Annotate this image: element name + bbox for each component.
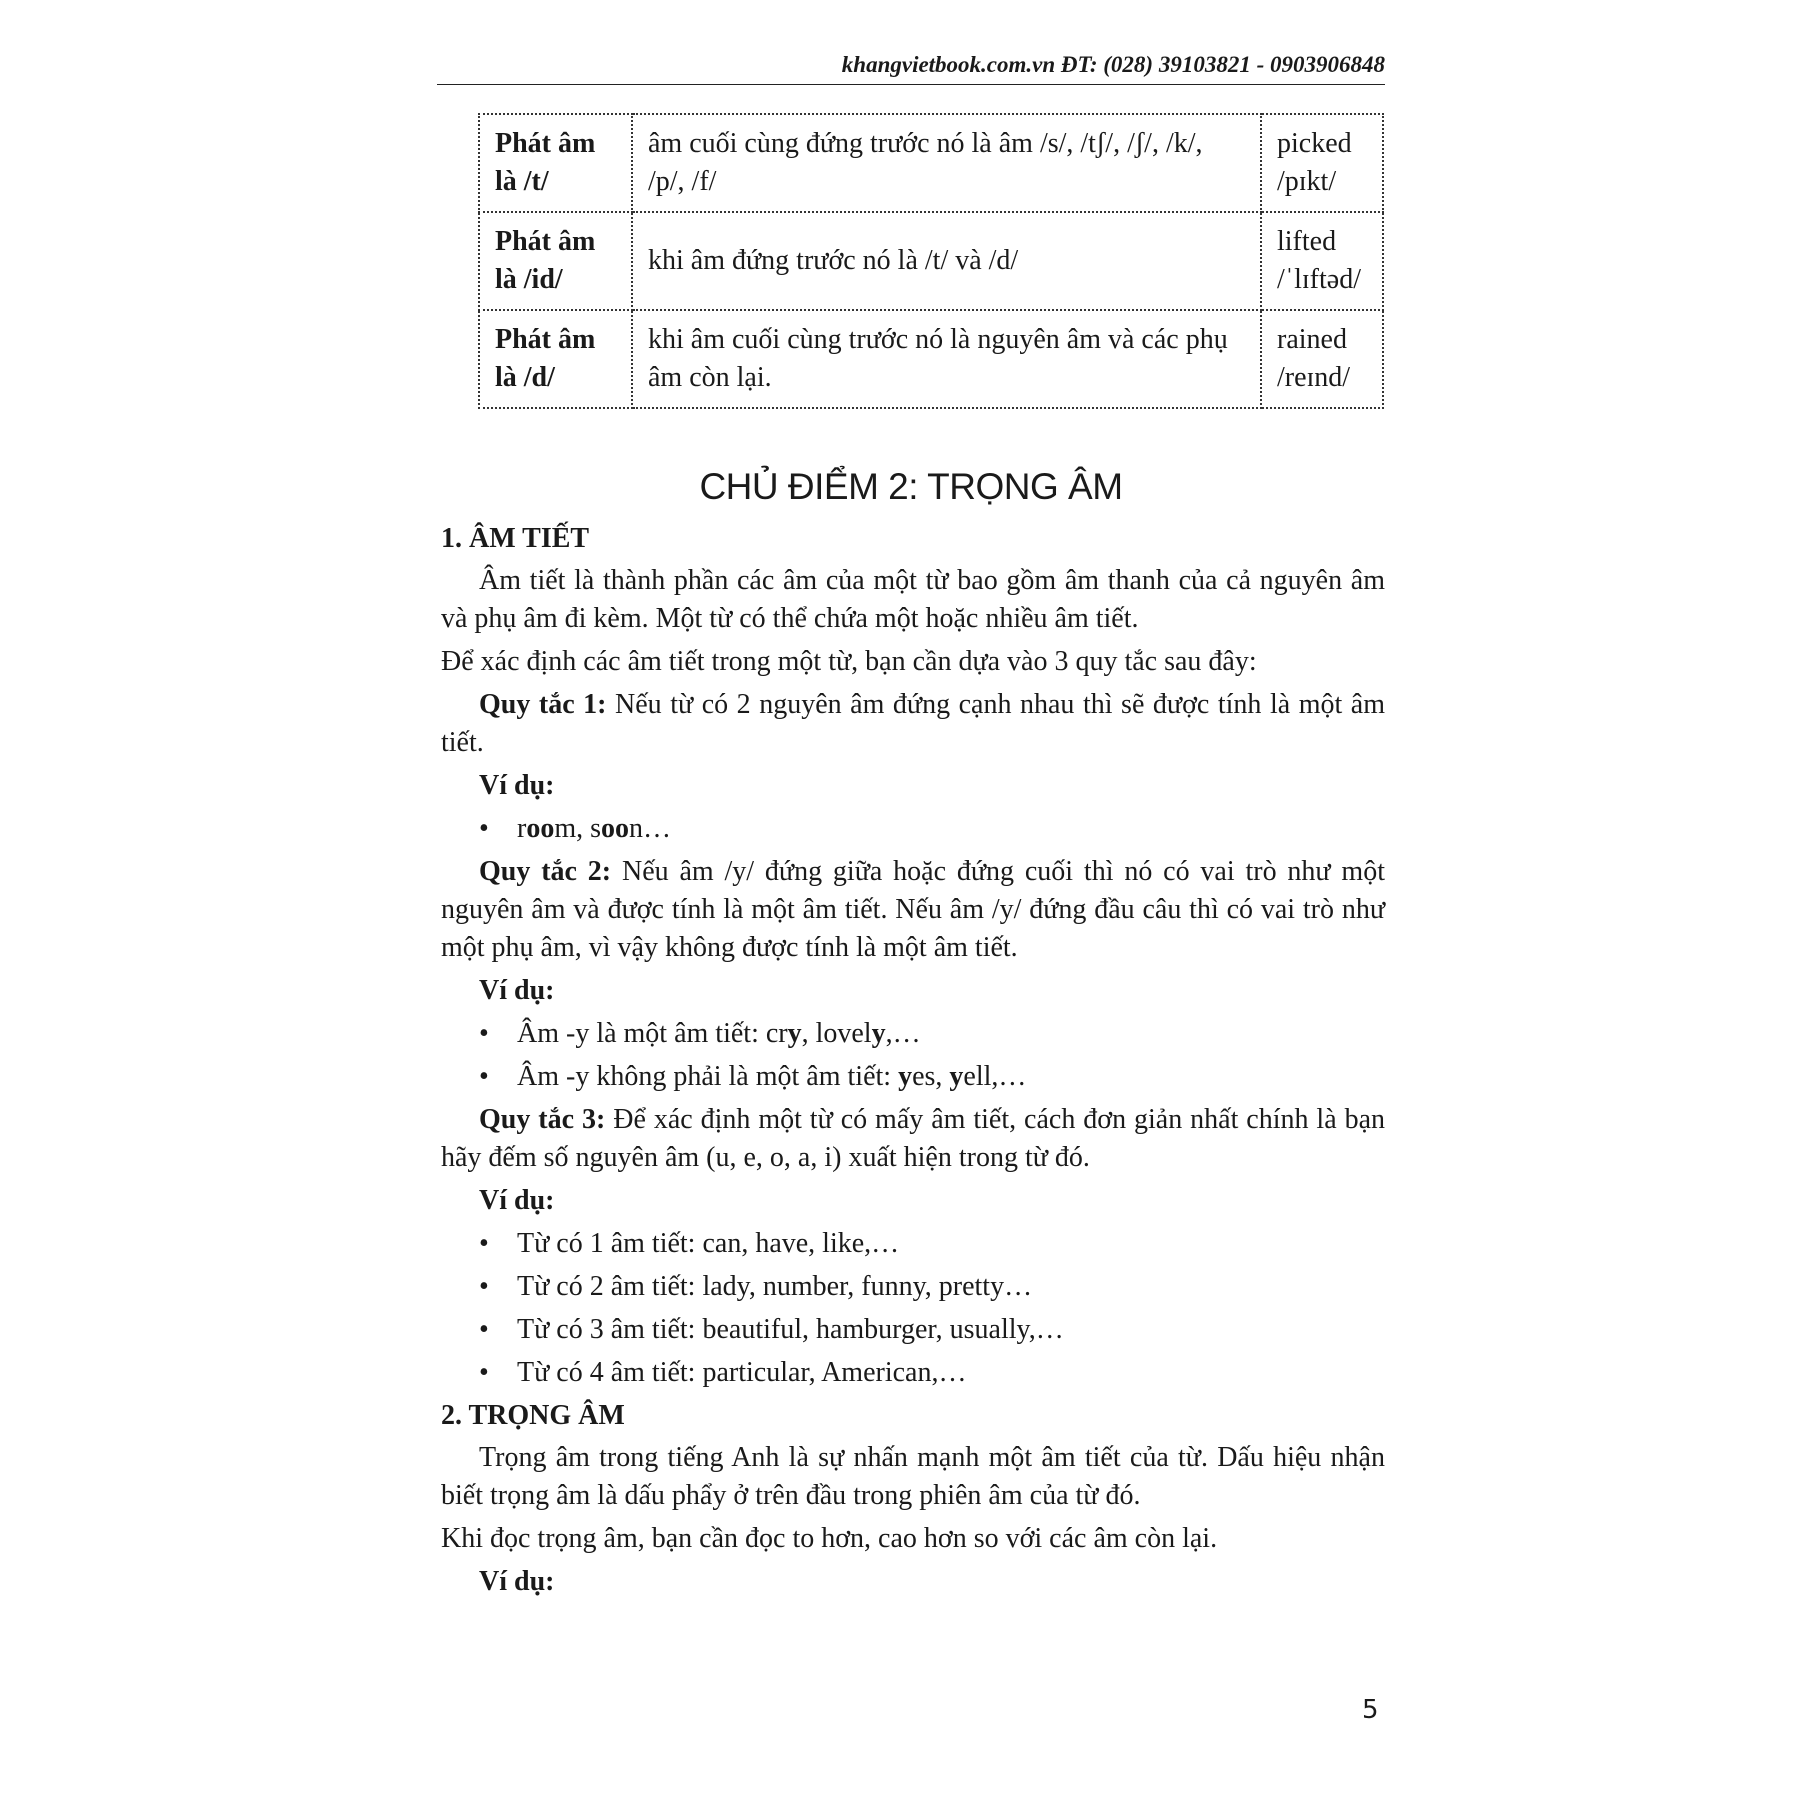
list-item bbox=[441, 1058, 1385, 1096]
example-label: Ví dụ: bbox=[479, 770, 555, 801]
chapter-title: CHỦ ĐIỂM 2: TRỌNG ÂM bbox=[699, 466, 1123, 507]
text-run: m, s bbox=[554, 813, 602, 844]
bullet-icon: • bbox=[479, 1228, 489, 1259]
example-ipa: /ˈlɪftəd/ bbox=[1277, 264, 1361, 295]
text-run: ell,… bbox=[963, 1061, 1027, 1092]
bullet-icon: • bbox=[479, 1271, 489, 1302]
text-run: Từ có 1 âm tiết: can, have, like,… bbox=[517, 1228, 900, 1259]
paragraph: Âm tiết là thành phần các âm của một từ bao gồm âm thanh của cả nguyên âm và phụ âm đi kèm. Một từ có thể chứa một hoặc nhiều âm tiết. bbox=[441, 565, 1385, 634]
example-label: Ví dụ: bbox=[479, 975, 555, 1006]
list-item bbox=[441, 1268, 1385, 1306]
text-run: r bbox=[517, 813, 527, 844]
list-item bbox=[441, 810, 1385, 848]
bold-run: oo bbox=[526, 813, 555, 844]
bold-run: y bbox=[949, 1061, 964, 1092]
table-row bbox=[479, 114, 1383, 212]
text-run: Âm -y là một âm tiết: cr bbox=[517, 1018, 788, 1049]
table-cell-desc: khi âm đứng trước nó là /t/ và /d/ bbox=[632, 212, 1261, 310]
table-cell-example bbox=[1261, 114, 1383, 212]
label-line: là /t/ bbox=[495, 166, 549, 197]
text-run: ,… bbox=[885, 1018, 921, 1049]
example-list bbox=[441, 1225, 1385, 1392]
rule-label: Quy tắc 3: bbox=[479, 1104, 606, 1135]
text-run: Từ có 4 âm tiết: particular, American,… bbox=[517, 1357, 967, 1388]
rule-paragraph bbox=[441, 853, 1385, 967]
page-content bbox=[441, 520, 1385, 1606]
text-run: , lovel bbox=[801, 1018, 872, 1049]
label-line: Phát âm bbox=[495, 128, 596, 159]
example-list bbox=[441, 810, 1385, 848]
bullet-icon: • bbox=[479, 1018, 489, 1049]
list-item bbox=[441, 1225, 1385, 1263]
section-heading: 1. ÂM TIẾT bbox=[441, 523, 590, 554]
rule-text: Nếu âm /y/ đứng giữa hoặc đứng cuối thì nó có vai trò như một nguyên âm và được tính là một âm tiết. Nếu âm /y/ đứng đầu câu thì có vai trò như một phụ âm, vì vậy không được tính là một âm tiết. bbox=[441, 856, 1385, 963]
bold-run: y bbox=[898, 1061, 913, 1092]
table-cell-label bbox=[479, 310, 632, 408]
table-cell-example bbox=[1261, 310, 1383, 408]
page-header: khangvietbook.com.vn ĐT: (028) 39103821 - 0903906848 bbox=[437, 52, 1385, 85]
table-cell-label bbox=[479, 212, 632, 310]
text-run: Âm -y không phải là một âm tiết: bbox=[517, 1061, 899, 1092]
rule-text: Để xác định một từ có mấy âm tiết, cách đơn giản nhất chính là bạn hãy đếm số nguyên âm (u, e, o, a, i) xuất hiện trong từ đó. bbox=[441, 1104, 1385, 1173]
bold-run: y bbox=[871, 1018, 886, 1049]
bold-run: oo bbox=[601, 813, 630, 844]
table-cell-label bbox=[479, 114, 632, 212]
list-item bbox=[441, 1311, 1385, 1349]
text-run: n… bbox=[629, 813, 672, 844]
bullet-icon: • bbox=[479, 1357, 489, 1388]
list-item bbox=[441, 1015, 1385, 1053]
label-line: Phát âm bbox=[495, 226, 596, 257]
bullet-icon: • bbox=[479, 1314, 489, 1345]
table-cell-desc: âm cuối cùng đứng trước nó là âm /s/, /tʃ/, /ʃ/, /k/, /p/, /f/ bbox=[632, 114, 1261, 212]
list-item bbox=[441, 1354, 1385, 1392]
bullet-icon: • bbox=[479, 1061, 489, 1092]
example-label: Ví dụ: bbox=[479, 1185, 555, 1216]
page-number: 5 bbox=[1362, 1695, 1379, 1725]
example-list bbox=[441, 1015, 1385, 1096]
rule-text: Nếu từ có 2 nguyên âm đứng cạnh nhau thì sẽ được tính là một âm tiết. bbox=[441, 689, 1385, 758]
section-heading: 2. TRỌNG ÂM bbox=[441, 1400, 625, 1431]
table-cell-example bbox=[1261, 212, 1383, 310]
rule-label: Quy tắc 2: bbox=[479, 856, 612, 887]
rule-paragraph bbox=[441, 1101, 1385, 1177]
text-run: Từ có 2 âm tiết: lady, number, funny, pretty… bbox=[517, 1271, 1033, 1302]
pronunciation-table bbox=[478, 113, 1384, 409]
example-label: Ví dụ: bbox=[479, 1566, 555, 1597]
paragraph: Trọng âm trong tiếng Anh là sự nhấn mạnh một âm tiết của từ. Dấu hiệu nhận biết trọng âm là dấu phẩy ở trên đầu trong phiên âm của từ đó. bbox=[441, 1442, 1385, 1511]
example-word: lifted bbox=[1277, 226, 1337, 257]
label-line: Phát âm bbox=[495, 324, 596, 355]
rule-label: Quy tắc 1: bbox=[479, 689, 607, 720]
example-ipa: /pɪkt/ bbox=[1277, 166, 1337, 197]
paragraph: Để xác định các âm tiết trong một từ, bạn cần dựa vào 3 quy tắc sau đây: bbox=[441, 646, 1257, 677]
example-ipa: /reɪnd/ bbox=[1277, 362, 1351, 393]
paragraph: Khi đọc trọng âm, bạn cần đọc to hơn, cao hơn so với các âm còn lại. bbox=[441, 1523, 1218, 1554]
table-row bbox=[479, 310, 1383, 408]
text-run: es, bbox=[912, 1061, 950, 1092]
bold-run: y bbox=[787, 1018, 802, 1049]
example-word: picked bbox=[1277, 128, 1352, 159]
example-word: rained bbox=[1277, 324, 1347, 355]
text-run: Từ có 3 âm tiết: beautiful, hamburger, usually,… bbox=[517, 1314, 1064, 1345]
table-row bbox=[479, 212, 1383, 310]
table-cell-desc: khi âm cuối cùng trước nó là nguyên âm và các phụ âm còn lại. bbox=[632, 310, 1261, 408]
rule-paragraph bbox=[441, 686, 1385, 762]
bullet-icon: • bbox=[479, 813, 489, 844]
label-line: là /d/ bbox=[495, 362, 555, 393]
label-line: là /id/ bbox=[495, 264, 563, 295]
